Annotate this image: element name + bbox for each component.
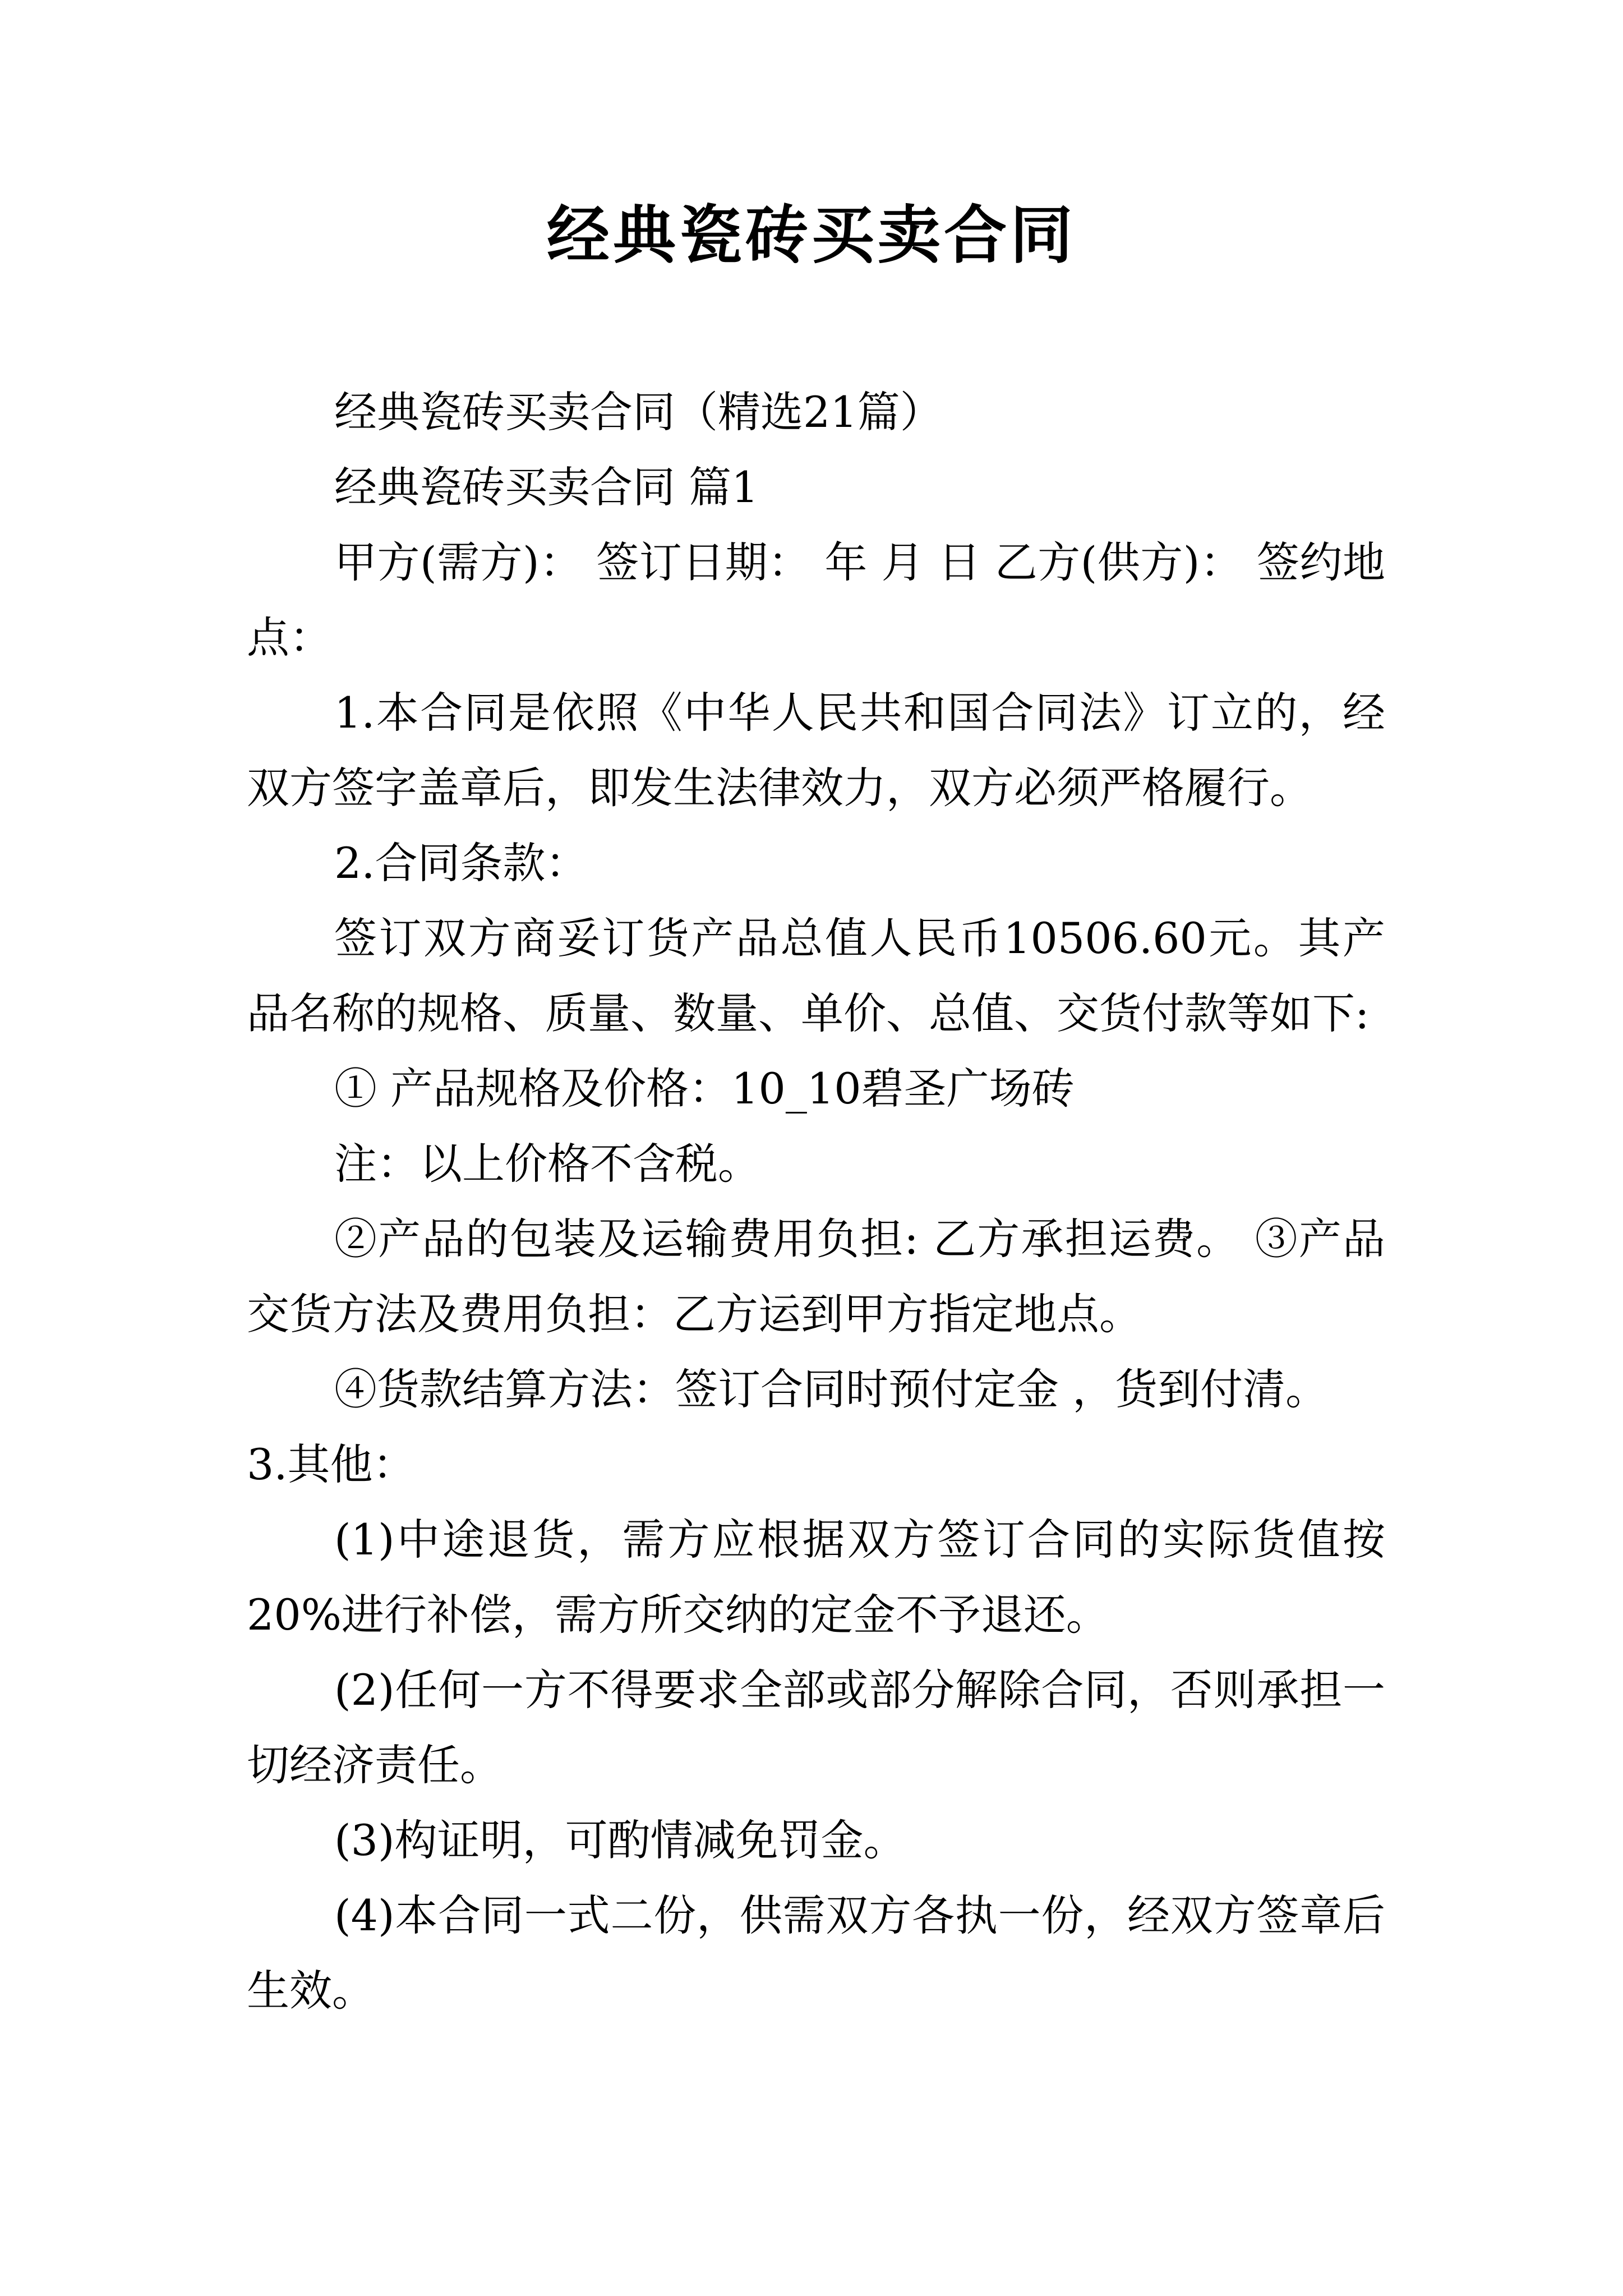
paragraph-product-spec: ① 产品规格及价格：10_10碧圣广场砖 [334,1064,1075,1114]
paragraph-total-value: 签订双方商妥订货产品总值人民币10506.60元。其产品名称的规格、质量、数量、单价、总值、交货付款等如下: [247,913,1385,1038]
paragraph-section-heading: 经典瓷砖买卖合同 篇1 [334,462,759,512]
paragraph-clause-1: 1.本合同是依照《中华人民共和国合同法》订立的，经双方签字盖章后，即发生法律效力，双方必须严格履行。 [247,688,1385,813]
paragraph-clause-2: 2.合同条款： [334,838,588,888]
paragraph-packaging: ②产品的包装及运输费用负担: 乙方承担运费。 ③产品交货方法及费用负担：乙方运到甲方指定地点。 [247,1214,1385,1339]
paragraph-other-1: (1)中途退货，需方应根据双方签订合同的实际货值按20%进行补偿，需方所交纳的定金不予退还。 [247,1515,1385,1640]
paragraph-other-3: (3)构证明，可酌情减免罚金。 [334,1815,906,1865]
paragraph-subtitle: 经典瓷砖买卖合同（精选21篇） [334,387,943,437]
paragraph-clause-3: 3.其他： [247,1439,416,1489]
paragraph-tax-note: 注：以上价格不含税。 [334,1139,760,1189]
paragraph-payment: ④货款结算方法：签订合同时预付定金 ，货到付清。 [334,1364,1329,1414]
paragraph-other-2: (2)任何一方不得要求全部或部分解除合同，否则承担一切经济责任。 [247,1665,1385,1790]
document-body [247,375,1385,2028]
paragraph-other-4: (4)本合同一式二份，供需双方各执一份，经双方签章后生效。 [247,1890,1385,2016]
document-title: 经典瓷砖买卖合同 [547,199,1076,272]
paragraph-parties: 甲方(需方)： 签订日期： 年 月 日 乙方(供方)： 签约地点： [247,537,1385,662]
